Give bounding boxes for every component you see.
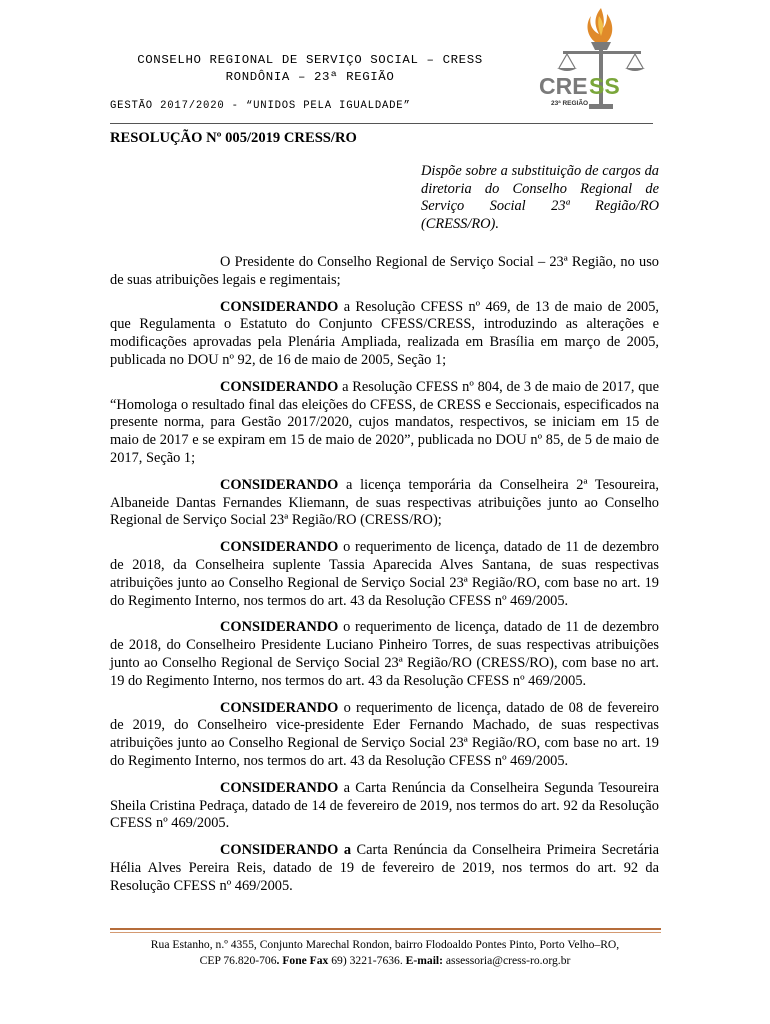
considerando-keyword: CONSIDERANDO a	[220, 842, 352, 859]
footer-fone-label: . Fone Fax	[276, 954, 329, 967]
considerando-keyword: CONSIDERANDO	[220, 298, 339, 315]
logo-text-ss: SS	[589, 73, 620, 99]
gestao-line: GESTÃO 2017/2020 - “UNIDOS PELA IGUALDADE”	[110, 100, 411, 112]
considerando-keyword: CONSIDERANDO	[220, 378, 339, 395]
footer-divider	[110, 928, 661, 930]
considerando-paragraph	[110, 700, 659, 771]
considerando-text: Carta Renúncia da Conselheira Primeira Secretária Hélia Alves Pereira Reis, datado de 19 de fevereiro de 2019, nos termos do art. 92 da Resolução CFESS nº 469/2005.	[110, 842, 659, 894]
footer-fone: 69) 3221-7636.	[328, 954, 406, 967]
considerando-keyword: CONSIDERANDO	[220, 699, 339, 716]
footer-address	[90, 937, 680, 969]
considerando-paragraph	[110, 379, 659, 468]
ementa: Dispõe sobre a substituição de cargos da diretoria do Conselho Regional de Serviço Social 23ª Região/RO (CRESS/RO).	[421, 163, 659, 232]
footer-email-label: E-mail:	[405, 954, 444, 967]
considerando-text: a licença temporária da Conselheira 2ª Tesoureira, Albaneide Dantas Fernandes Kliemann, de suas respectivas atribuições junto ao Conselho Regional de Serviço Social 23ª Região/RO (CRESS/RO);	[110, 476, 659, 529]
footer-divider-thin	[110, 932, 661, 933]
intro-paragraph: O Presidente do Conselho Regional de Serviço Social – 23ª Região, no uso de suas atribuições legais e regimentais;	[110, 254, 659, 288]
footer-line2	[90, 953, 680, 969]
footer-line1: Rua Estanho, n.º 4355, Conjunto Marechal Rondon, bairro Flodoaldo Pontes Pinto, Porto Velho–RO,	[150, 938, 620, 951]
logo-subtext: 23ª REGIÃO	[551, 100, 589, 107]
footer-cep: CEP 76.820-706	[199, 954, 277, 967]
considerando-paragraph	[110, 299, 659, 370]
considerando-text: a Resolução CFESS nº 469, de 13 de maio de 2005, que Regulamenta o Estatuto do Conjunto CFESS/CRESS, introduzindo as alterações e modificações aprovadas pela Plenária Ampliada, realizada em Brasília em março de 2005, publicada no DOU nº 92, de 16 de maio de 2005, Seção 1;	[110, 298, 659, 368]
header-divider	[110, 123, 653, 124]
footer-email[interactable]: assessoria@cress-ro.org.br	[443, 954, 571, 967]
org-header	[100, 52, 520, 86]
considerando-text: a Carta Renúncia da Conselheira Segunda Tesoureira Sheila Cristina Pedraça, datado de 14 de fevereiro de 2019, nos termos do art. 92 da Resolução CFESS nº 469/2005.	[110, 779, 659, 832]
considerando-paragraph	[110, 842, 659, 895]
considerando-paragraph	[110, 619, 659, 690]
org-name-line2: RONDÔNIA – 23ª REGIÃO	[225, 70, 395, 84]
resolution-title: RESOLUÇÃO Nº 005/2019 CRESS/RO	[110, 130, 357, 146]
org-name-line1: CONSELHO REGIONAL DE SERVIÇO SOCIAL – CRESS	[137, 53, 483, 67]
considerando-text: a Resolução CFESS nº 804, de 3 de maio de 2017, que “Homologa o resultado final das eleições do CFESS, de CRESS e Seccionais, especificados na presente norma, para Gestão 2017/2020, cujos mandatos, respectivos, se iniciam em 15 de maio de 2017 e se expiram em 15 de maio de 2020”, publicada no DOU nº 85, de 5 de maio de 2017, Seção 1;	[110, 378, 659, 466]
considerando-keyword: CONSIDERANDO	[220, 619, 339, 636]
cress-logo	[535, 4, 655, 112]
considerando-text: o requerimento de licença, datado de 11 de dezembro de 2018, da Conselheira suplente Tassia Aparecida Alves Santana, de suas respectivas atribuições junto ao Conselho Regional de Serviço Social 23ª Região/RO, com base no art. 19 do Regimento Interno, nos termos do art. 43 da Resolução CFESS nº 469/2005.	[110, 539, 659, 609]
logo-text-cr: CRE	[539, 73, 588, 99]
considerando-text: o requerimento de licença, datado de 11 de dezembro de 2018, do Conselheiro Presidente Luciano Pinheiro Torres, de suas respectivas atribuições junto ao Conselho Regional de Serviço Social 23ª Região/RO (CRESS/RO), com base no art. 19 do Regimento Interno, nos termos do art. 43 da Resolução CFESS nº 469/2005.	[110, 619, 659, 689]
considerando-keyword: CONSIDERANDO	[220, 779, 339, 796]
considerando-keyword: CONSIDERANDO	[220, 539, 339, 556]
resolution-body	[110, 254, 659, 905]
considerando-paragraph	[110, 780, 659, 833]
considerando-paragraph	[110, 539, 659, 610]
considerando-text: o requerimento de licença, datado de 08 de fevereiro de 2019, do Conselheiro vice-presidente Eder Fernando Machado, de suas respectivas atribuições junto ao Conselho Regional de Serviço Social 23ª Região/RO, com base no art. 19 do Regimento Interno, nos termos do art. 43 da Resolução CFESS nº 469/2005.	[110, 699, 659, 769]
considerando-keyword: CONSIDERANDO	[220, 476, 339, 493]
considerando-paragraph	[110, 477, 659, 530]
